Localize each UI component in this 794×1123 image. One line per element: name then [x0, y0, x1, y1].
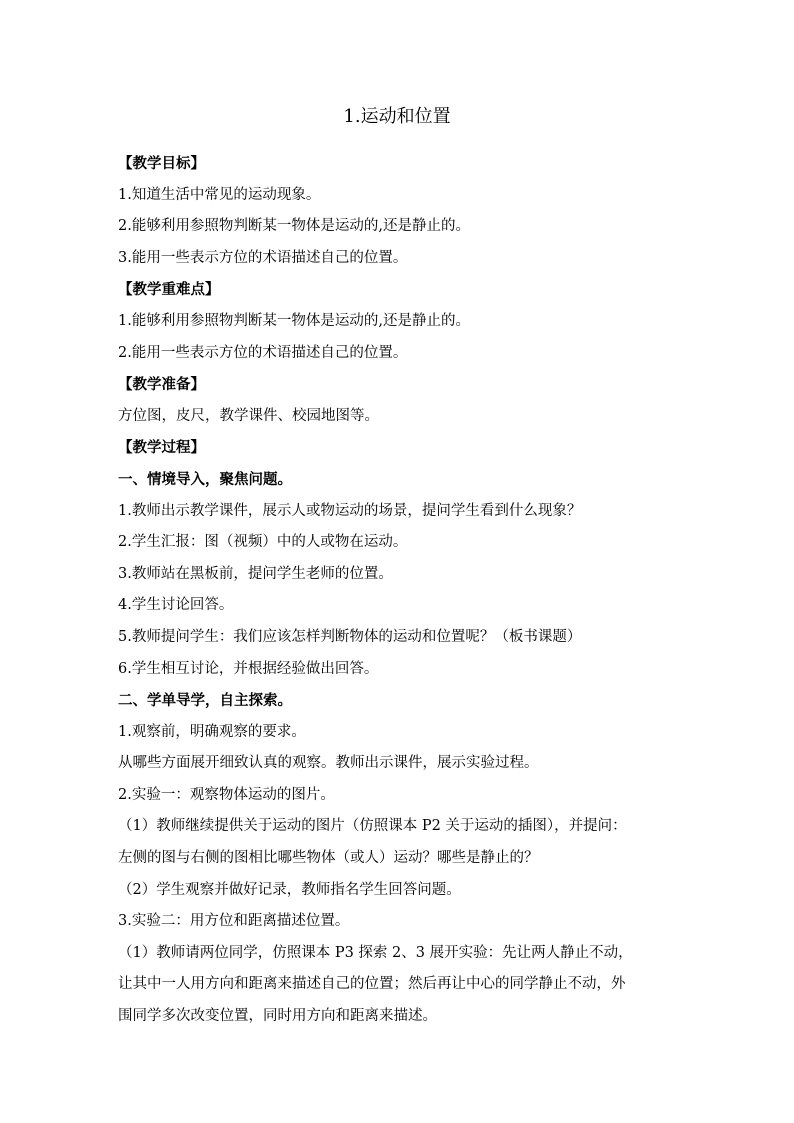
body-line: （1）教师请两位同学，仿照课本 P3 探索 2、3 展开实验：先让两人静止不动， [118, 944, 633, 961]
body-line: （2）学生观察并做好记录，教师指名学生回答问题。 [118, 881, 461, 898]
body-line: 2.学生汇报：图（视频）中的人或物在运动。 [118, 534, 408, 551]
section-heading: 【教学准备】 [118, 376, 205, 394]
subsection-heading: 二、学单导学，自主探索。 [118, 692, 292, 710]
body-line: 3.教师站在黑板前，提问学生老师的位置。 [118, 565, 393, 582]
body-line: 1.观察前，明确观察的要求。 [118, 723, 306, 740]
body-line: 1.能够利用参照物判断某一物体是运动的,还是静止的。 [118, 312, 470, 329]
body-line: 从哪些方面展开细致认真的观察。教师出示课件，展示实验过程。 [118, 755, 539, 772]
body-line: 左侧的图与右侧的图相比哪些物体（或人）运动？哪些是静止的？ [118, 850, 539, 867]
body-line: 方位图，皮尺，教学课件、校园地图等。 [118, 407, 379, 424]
section-heading: 【教学过程】 [118, 439, 205, 457]
body-line: 1.知道生活中常见的运动现象。 [118, 186, 321, 203]
body-line: 2.能够利用参照物判断某一物体是运动的,还是静止的。 [118, 218, 470, 235]
body-line: 围同学多次改变位置，同时用方向和距离来描述。 [118, 1008, 437, 1025]
body-line: 3.能用一些表示方位的术语描述自己的位置。 [118, 249, 408, 266]
body-line: 让其中一人用方向和距离来描述自己的位置；然后再让中心的同学静止不动，外 [118, 976, 626, 993]
body-line: 5.教师提问学生：我们应该怎样判断物体的运动和位置呢？（板书课题） [118, 628, 582, 645]
body-line: 3.实验二：用方位和距离描述位置。 [118, 913, 350, 930]
body-line: 2.实验一：观察物体运动的图片。 [118, 786, 335, 803]
document-title: 1.运动和位置 [343, 106, 451, 127]
body-line: 6.学生相互讨论，并根据经验做出回答。 [118, 660, 379, 677]
body-line: 2.能用一些表示方位的术语描述自己的位置。 [118, 344, 408, 361]
body-line: （1）教师继续提供关于运动的图片（仿照课本 P2 关于运动的插图），并提问： [118, 818, 627, 835]
section-heading: 【教学重难点】 [118, 281, 220, 299]
section-heading: 【教学目标】 [118, 155, 205, 172]
document-body [118, 148, 678, 1033]
body-line: 1.教师出示教学课件，展示人或物运动的场景，提问学生看到什么现象？ [118, 502, 582, 519]
subsection-heading: 一、情境导入，聚焦问题。 [118, 470, 292, 488]
body-line: 4.学生讨论回答。 [118, 597, 234, 614]
